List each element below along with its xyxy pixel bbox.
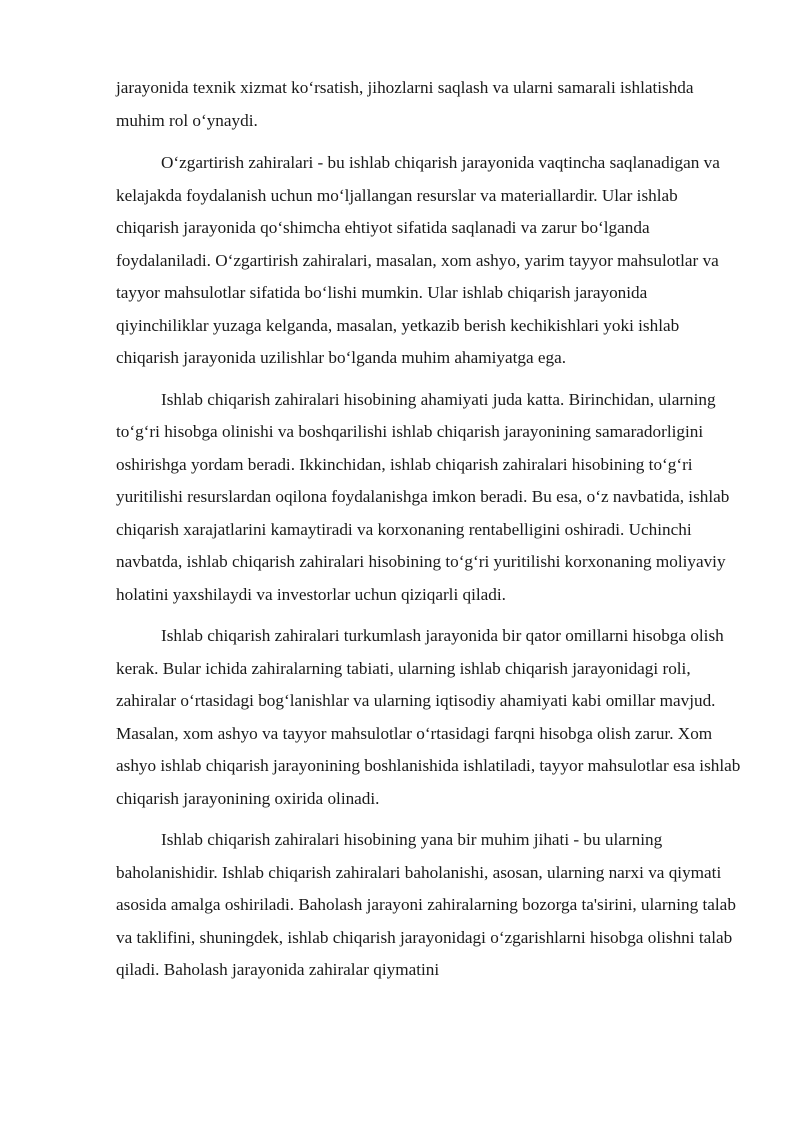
paragraph-hisob-ahamiyati: Ishlab chiqarish zahiralari hisobining ahamiyati juda katta. Birinchidan, ularning toʻgʻri hisobga olinishi va boshqarilishi ishlab chiqarish jarayonining samaradorligini oshirishga yordam beradi. Ikkinchidan, ishlab chiqarish zahiralari hisobining toʻgʻri yuritilishi resurslardan oqilona foydalanishga imkon beradi. Bu esa, oʻz navbatida, ishlab chiqarish xarajatlarini kamaytiradi va korxonaning rentabelligini oshiradi. Uchinchi navbatda, ishlab chiqarish zahiralari hisobining toʻgʻri yuritilishi korxonaning moliyaviy holatini yaxshilaydi va investorlar uchun qiziqarli qiladi. — [116, 389, 730, 604]
paragraph-turkumlash: Ishlab chiqarish zahiralari turkumlash jarayonida bir qator omillarni hisobga olish kerak. Bular ichida zahiralarning tabiati, ularning ishlab chiqarish jarayonidagi roli, zahiralar oʻrtasidagi bogʻlanishlar va ularning iqtisodiy ahamiyati kabi omillar mavjud. Masalan, xom ashyo va tayyor mahsulotlar oʻrtasidagi farqni hisobga olish zarur. Xom ashyo ishlab chiqarish jarayonining boshlanishida ishlatiladi, tayyor mahsulotlar esa ishlab chiqarish jarayonining oxirida olinadi. — [116, 626, 741, 808]
paragraph-ozgartirish-zahiralari: Oʻzgartirish zahiralari - bu ishlab chiqarish jarayonida vaqtincha saqlanadigan va kelajakda foydalanish uchun moʻljallangan resurslar va materiallardir. Ular ishlab chiqarish jarayonida qoʻshimcha ehtiyot sifatida saqlanadi va zarur boʻlganda foydalaniladi. Oʻzgartirish zahiralari, masalan, xom ashyo, yarim tayyor mahsulotlar va tayyor mahsulotlar sifatida boʻlishi mumkin. Ular ishlab chiqarish jarayonida qiyinchiliklar yuzaga kelganda, masalan, yetkazib berish kechikishlari yoki ishlab chiqarish jarayonida uzilishlar boʻlganda muhim ahamiyatga ega. — [116, 153, 720, 367]
document-body — [116, 72, 742, 996]
paragraph-continuation: jarayonida texnik xizmat koʻrsatish, jihozlarni saqlash va ularni samarali ishlatishda muhim rol oʻynaydi. — [116, 78, 694, 130]
paragraph-baholash: Ishlab chiqarish zahiralari hisobining yana bir muhim jihati - bu ularning baholanishidir. Ishlab chiqarish zahiralari baholanishi, asosan, ularning narxi va qiymati asosida amalga oshiriladi. Baholash jarayoni zahiralarning bozorga ta'sirini, ularning talab va taklifini, shuningdek, ishlab chiqarish jarayonidagi oʻzgarishlarni hisobga olishni talab qiladi. Baholash jarayonida zahiralar qiymatini — [116, 830, 736, 979]
